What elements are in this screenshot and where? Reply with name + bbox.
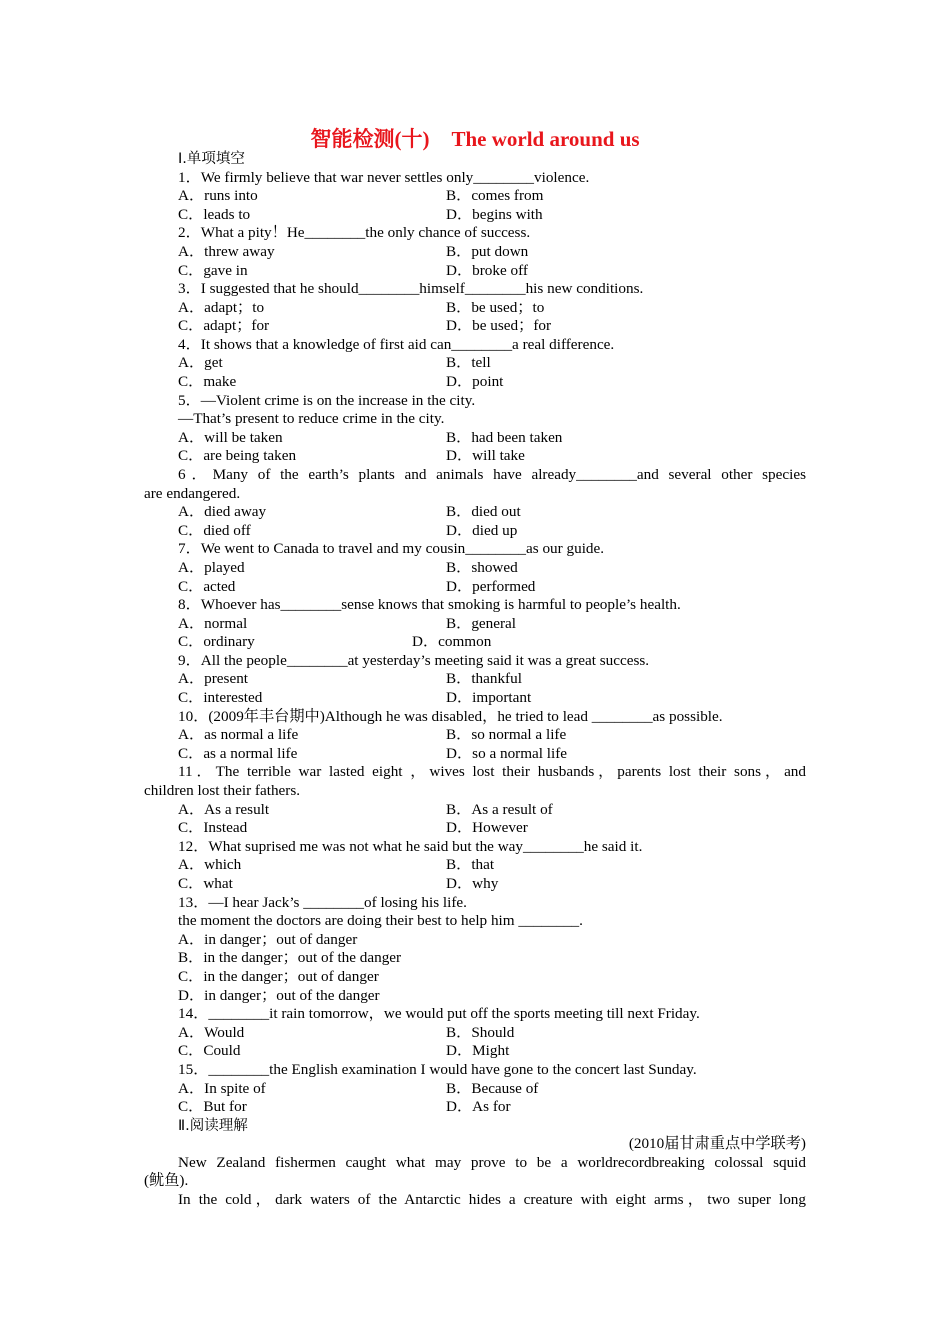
passage-paragraph-1-line-2: (鱿鱼). — [144, 1172, 189, 1189]
question-7-stem: 7．We went to Canada to travel and my cousin________as our guide. — [178, 540, 605, 557]
question-1-option-b: B．comes from — [446, 187, 544, 204]
question-11-option-d: D．However — [446, 819, 528, 836]
question-3-option-b: B．be used；to — [446, 299, 545, 316]
question-14-stem: 14．________it rain tomorrow，we would put off the sports meeting till next Friday. — [178, 1005, 700, 1022]
question-3-option-d: D．be used；for — [446, 317, 552, 334]
question-11-stem: 11．The terrible war lasted eight ，wives lost their husbands，parents lost their sons，and — [178, 763, 806, 780]
question-12-option-a: A．which — [178, 856, 242, 873]
question-5-stem-line-2: —That’s present to reduce crime in the city. — [178, 410, 445, 427]
question-11-option-c: C．Instead — [178, 819, 248, 836]
question-7-option-b: B．showed — [446, 559, 518, 576]
question-9-option-b: B．thankful — [446, 670, 522, 687]
section-heading-reading: Ⅱ.阅读理解 — [178, 1118, 248, 1134]
question-14-option-c: C．Could — [178, 1042, 241, 1059]
question-5-stem: 5．—Violent crime is on the increase in the city. — [178, 392, 476, 409]
question-2-option-d: D．broke off — [446, 262, 528, 279]
question-4-option-c: C．make — [178, 373, 237, 390]
question-12-option-b: B．that — [446, 856, 495, 873]
question-11-option-b: B．As a result of — [446, 801, 553, 818]
question-3-stem: 3．I suggested that he should________himself________his new conditions. — [178, 280, 644, 297]
question-8-option-b: B．general — [446, 615, 517, 632]
question-10-option-d: D．so a normal life — [446, 745, 568, 762]
question-11-option-a: A．As a result — [178, 801, 270, 818]
question-14-option-b: B．Should — [446, 1024, 515, 1041]
question-2-stem: 2．What a pity！He________the only chance of success. — [178, 224, 531, 241]
question-9-option-a: A．present — [178, 670, 249, 687]
question-15-option-d: D．As for — [446, 1098, 511, 1115]
question-9-stem: 9．All the people________at yesterday’s meeting said it was a great success. — [178, 652, 650, 669]
question-10-stem: 10．(2009年丰台期中)Although he was disabled，he tried to lead ________as possible. — [178, 708, 723, 725]
question-15-option-a: A．In spite of — [178, 1080, 266, 1097]
question-9-option-c: C．interested — [178, 689, 263, 706]
question-5-option-c: C．are being taken — [178, 447, 297, 464]
question-15-option-b: B．Because of — [446, 1080, 539, 1097]
question-2-option-a: A．threw away — [178, 243, 275, 260]
question-3-option-c: C．adapt；for — [178, 317, 270, 334]
question-5-option-b: B．had been taken — [446, 429, 563, 446]
question-7-option-c: C．acted — [178, 578, 236, 595]
question-14-option-d: D．Might — [446, 1042, 510, 1059]
question-2-option-c: C．gave in — [178, 262, 248, 279]
question-13-option-d: D．in danger；out of the danger — [178, 987, 380, 1004]
question-15-stem: 15．________the English examination I would have gone to the concert last Sunday. — [178, 1061, 697, 1078]
question-13-option-c: C．in the danger；out of danger — [178, 968, 379, 985]
question-6-option-a: A．died away — [178, 503, 267, 520]
question-10-option-a: A．as normal a life — [178, 726, 299, 743]
question-5-option-d: D．will take — [446, 447, 525, 464]
question-1-stem: 1．We firmly believe that war never settles only________violence. — [178, 169, 590, 186]
question-6-stem-line-2: are endangered. — [144, 485, 241, 502]
question-4-option-b: B．tell — [446, 354, 491, 371]
question-15-option-c: C．But for — [178, 1098, 247, 1115]
passage-paragraph-2-line-1: In the cold，dark waters of the Antarctic hides a creature with eight arms，two super long — [178, 1191, 806, 1208]
title-en: The world around us — [451, 127, 640, 151]
question-4-option-d: D．point — [446, 373, 504, 390]
question-6-stem: 6．Many of the earth’s plants and animals have already________and several other species — [178, 466, 806, 483]
question-9-option-d: D．important — [446, 689, 532, 706]
passage-paragraph-1-line-1: New Zealand fishermen caught what may prove to be a worldrecordbreaking colossal squid — [178, 1154, 806, 1171]
question-13-option-b: B．in the danger；out of the danger — [178, 949, 402, 966]
question-6-option-d: D．died up — [446, 522, 518, 539]
question-4-option-a: A．get — [178, 354, 223, 371]
page-title — [0, 123, 950, 153]
passage-source: (2010届甘肃重点中学联考) — [628, 1135, 806, 1152]
question-4-stem: 4．It shows that a knowledge of first aid can________a real difference. — [178, 336, 615, 353]
question-7-option-a: A．played — [178, 559, 245, 576]
question-8-option-d: D．common — [412, 633, 492, 650]
question-13-stem-line-2: the moment the doctors are doing their best to help him ________. — [178, 912, 583, 929]
question-1-option-c: C．leads to — [178, 206, 251, 223]
question-13-stem: 13．—I hear Jack’s ________of losing his life. — [178, 894, 467, 911]
question-10-option-b: B．so normal a life — [446, 726, 567, 743]
question-10-option-c: C．as a normal life — [178, 745, 298, 762]
section-heading-single-choice: Ⅰ.单项填空 — [178, 151, 245, 167]
question-14-option-a: A．Would — [178, 1024, 245, 1041]
question-12-option-c: C．what — [178, 875, 233, 892]
question-7-option-d: D．performed — [446, 578, 536, 595]
question-6-option-c: C．died off — [178, 522, 251, 539]
question-3-option-a: A．adapt；to — [178, 299, 265, 316]
question-12-stem: 12．What suprised me was not what he said but the way________he said it. — [178, 838, 643, 855]
question-8-stem: 8．Whoever has________sense knows that smoking is harmful to people’s health. — [178, 596, 681, 613]
question-5-option-a: A．will be taken — [178, 429, 283, 446]
question-8-option-c: C．ordinary — [178, 633, 255, 650]
question-1-option-d: D．begins with — [446, 206, 543, 223]
question-11-stem-line-2: children lost their fathers. — [144, 782, 301, 799]
question-12-option-d: D．why — [446, 875, 499, 892]
question-1-option-a: A．runs into — [178, 187, 258, 204]
title-cn: 智能检测(十) — [310, 127, 430, 151]
question-8-option-a: A．normal — [178, 615, 248, 632]
question-13-option-a: A．in danger；out of danger — [178, 931, 358, 948]
question-6-option-b: B．died out — [446, 503, 521, 520]
question-2-option-b: B．put down — [446, 243, 529, 260]
